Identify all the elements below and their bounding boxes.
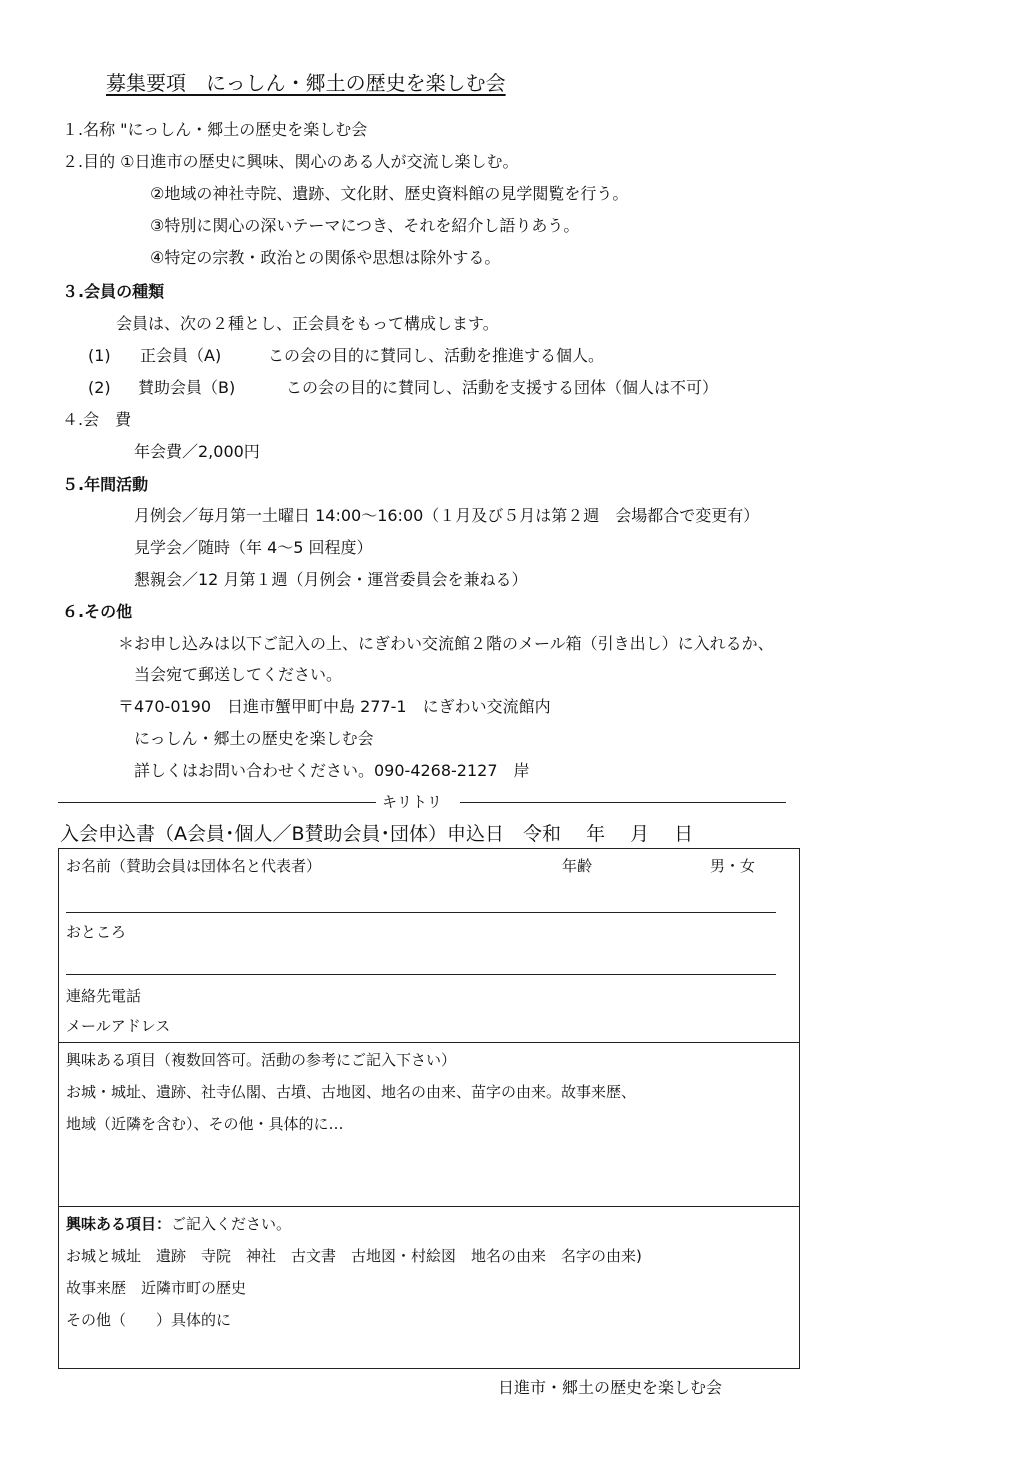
member-type-1-name: 正会員（A) xyxy=(140,346,222,365)
sex-label[interactable]: 男・女 xyxy=(710,857,756,875)
page-title: 募集要項 にっしん・郷土の歴史を楽しむ会 xyxy=(106,71,506,95)
name-input-line[interactable] xyxy=(66,912,776,913)
purpose-item-4: ④特定の宗教・政治との関係や思想は除外する。 xyxy=(150,248,501,267)
association-name: にっしん・郷土の歴史を楽しむ会 xyxy=(134,729,374,748)
form-title: 入会申込書（A会員･個人／B賛助会員･団体）申込日 令和 年 月 日 xyxy=(60,823,694,845)
form-divider-2 xyxy=(58,1206,800,1207)
interest-head-2-wrap xyxy=(66,1214,291,1234)
contact-line: 詳しくはお問い合わせください。090-4268-2127 岸 xyxy=(134,761,530,780)
section-2-purpose-head: ２.目的 ①日進市の歴史に興味、関心のある人が交流し楽しむ。 xyxy=(62,152,519,171)
activity-tour: 見学会／随時（年 4～5 回程度） xyxy=(134,538,373,557)
member-type-2-desc: この会の目的に賛同し、活動を支援する団体（個人は不可） xyxy=(286,378,719,397)
interest-options-1b: 地域（近隣を含む）、その他・具体的に… xyxy=(66,1115,344,1133)
member-type-2-num: (2) xyxy=(88,378,111,397)
interest-options-2[interactable]: お城と城址 遺跡 寺院 神社 古文書 古地図・村絵図 地名の由来 名字の由来) xyxy=(66,1247,642,1265)
member-type-2-name: 賛助会員（B) xyxy=(138,378,236,397)
section-5-head: ５.年間活動 xyxy=(62,475,149,494)
interest-other[interactable]: その他（ ）具体的に xyxy=(66,1311,232,1329)
footer-org: 日進市・郷土の歴史を楽しむ会 xyxy=(498,1378,723,1397)
interest-options-1: お城・城址、遺跡、社寺仏閣、古墳、古地図、地名の由来、苗字の由来。故事来歴、 xyxy=(66,1083,637,1101)
name-label: お名前（賛助会員は団体名と代表者） xyxy=(66,857,322,875)
address-label: おところ xyxy=(66,923,127,941)
other-line-1: ＊お申し込みは以下ご記入の上、にぎわい交流館２階のメール箱（引き出し）に入れるか、 xyxy=(118,634,774,653)
section-4-head: ４.会 費 xyxy=(62,410,132,429)
form-divider-1 xyxy=(58,1042,800,1043)
member-type-1-num: (1) xyxy=(88,346,111,365)
cut-line-left xyxy=(58,802,376,803)
age-label: 年齢 xyxy=(562,857,593,875)
section-1-name: １.名称 "にっしん・郷土の歴史を楽しむ会 xyxy=(62,120,368,139)
email-label: メールアドレス xyxy=(66,1017,171,1035)
member-intro: 会員は、次の２種とし、正会員をもって構成します。 xyxy=(116,314,499,333)
member-type-1-desc: この会の目的に賛同し、活動を推進する個人。 xyxy=(268,346,605,365)
purpose-item-2: ②地域の神社寺院、遺跡、文化財、歴史資料館の見学閲覧を行う。 xyxy=(150,184,629,203)
cut-label: キリトリ xyxy=(382,793,443,811)
postal-address: 〒470-0190 日進市蟹甲町中島 277-1 にぎわい交流館内 xyxy=(118,697,551,716)
interest-head-2-note: ご記入ください。 xyxy=(171,1215,292,1233)
other-line-2: 当会宛て郵送してください。 xyxy=(134,665,343,684)
interest-head-2: 興味ある項目： xyxy=(66,1215,172,1233)
address-input-line[interactable] xyxy=(66,974,776,975)
interest-options-2b[interactable]: 故事来歴 近隣市町の歴史 xyxy=(66,1279,247,1297)
phone-label: 連絡先電話 xyxy=(66,987,142,1005)
activity-monthly: 月例会／毎月第一土曜日 14:00～16:00（１月及び５月は第２週 会場都合で変更有） xyxy=(134,506,760,525)
section-3-head: ３.会員の種類 xyxy=(62,282,165,301)
annual-fee: 年会費／2,000円 xyxy=(134,442,260,461)
activity-social: 懇親会／12 月第１週（月例会・運営委員会を兼ねる） xyxy=(134,570,528,589)
section-6-head: ６.その他 xyxy=(62,602,133,621)
cut-line-right xyxy=(460,802,786,803)
purpose-item-3: ③特別に関心の深いテーマにつき、それを紹介し語りあう。 xyxy=(150,216,580,235)
interest-head-1: 興味ある項目（複数回答可。活動の参考にご記入下さい） xyxy=(66,1051,457,1069)
